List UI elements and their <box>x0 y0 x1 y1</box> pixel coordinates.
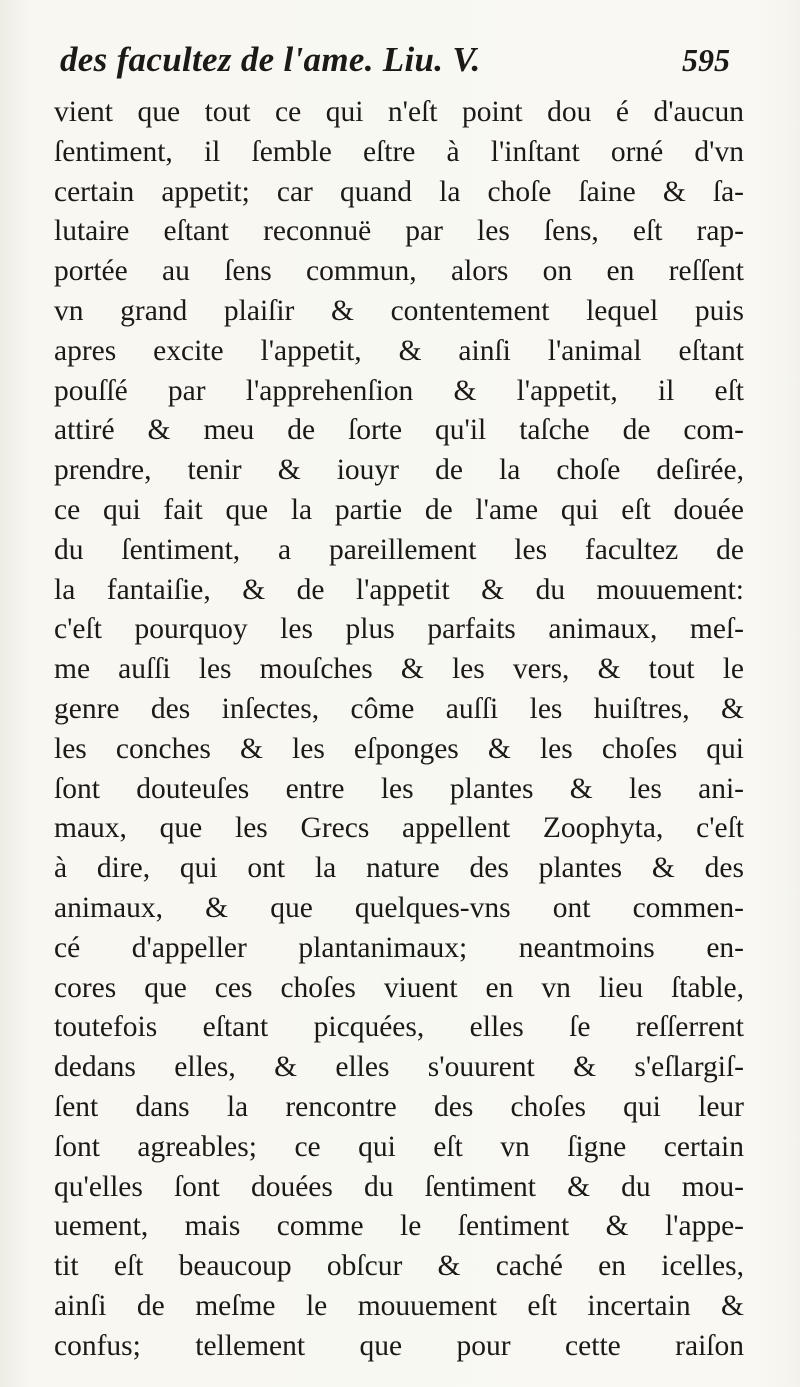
text-line: qu'elles ſont douées du ſentiment & du mou- <box>54 1170 744 1203</box>
text-line: attiré & meu de ſorte qu'il taſche de com- <box>54 414 744 447</box>
text-line: certain appetit; car quand la choſe ſaine & ſa- <box>54 175 744 208</box>
text-line: les conches & les eſponges & les choſes qui <box>54 732 744 765</box>
body-text <box>54 93 744 1367</box>
running-head <box>50 40 750 86</box>
text-line: me auſſi les mouſches & les vers, & tout le <box>54 653 744 686</box>
text-line: animaux, & que quelques-vns ont commen- <box>54 891 744 924</box>
text-line: vn grand plaiſir & contentement lequel puis <box>54 294 744 327</box>
text-line: cores que ces choſes viuent en vn lieu ſtable, <box>54 971 744 1004</box>
text-line: uement, mais comme le ſentiment & l'appe- <box>54 1210 744 1243</box>
text-line: genre des inſectes, côme auſſi les huiſtres, & <box>54 692 744 725</box>
text-line: apres excite l'appetit, & ainſi l'animal eſtant <box>54 334 744 367</box>
text-line: c'eſt pourquoy les plus parfaits animaux, meſ- <box>54 613 744 646</box>
running-head-title: des facultez de l'ame. Liu. V. <box>60 40 481 79</box>
text-line: ſent dans la rencontre des choſes qui leur <box>54 1090 744 1123</box>
text-line: ainſi de meſme le mouuement eſt incertain & <box>54 1289 744 1322</box>
text-line: ſentiment, il ſemble eſtre à l'inſtant orné d'vn <box>54 135 744 168</box>
text-line: tit eſt beaucoup obſcur & caché en icelles, <box>54 1250 744 1283</box>
text-line: cé d'appeller plantanimaux; neantmoins en- <box>54 931 744 964</box>
text-line: vient que tout ce qui n'eſt point dou é d'aucun <box>54 96 744 128</box>
text-line: ſont agreables; ce qui eſt vn ſigne certain <box>54 1130 744 1163</box>
text-line: à dire, qui ont la nature des plantes & des <box>54 852 744 885</box>
text-line: du ſentiment, a pareillement les facultez de <box>54 533 744 566</box>
text-line: dedans elles, & elles s'ouurent & s'eſlargiſ- <box>54 1051 744 1084</box>
page-number: 595 <box>682 42 730 78</box>
text-line: ce qui fait que la partie de l'ame qui eſt douée <box>54 493 744 526</box>
text-line: ſont douteuſes entre les plantes & les ani- <box>54 772 744 805</box>
text-line: toutefois eſtant picquées, elles ſe reſſerrent <box>54 1011 744 1044</box>
text-line: lutaire eſtant reconnuë par les ſens, eſt rap- <box>54 215 744 248</box>
text-line: la fantaiſie, & de l'appetit & du mouuement: <box>54 573 744 606</box>
text-line: portée au ſens commun, alors on en reſſent <box>54 255 744 288</box>
text-line: pouſſé par l'apprehenſion & l'appetit, il eſt <box>54 374 744 407</box>
text-line: prendre, tenir & iouyr de la choſe deſirée, <box>54 454 744 487</box>
text-line: maux, que les Grecs appellent Zoophyta, c'eſt <box>54 812 744 845</box>
text-line: confus; tellement que pour cette raiſon <box>54 1329 744 1362</box>
